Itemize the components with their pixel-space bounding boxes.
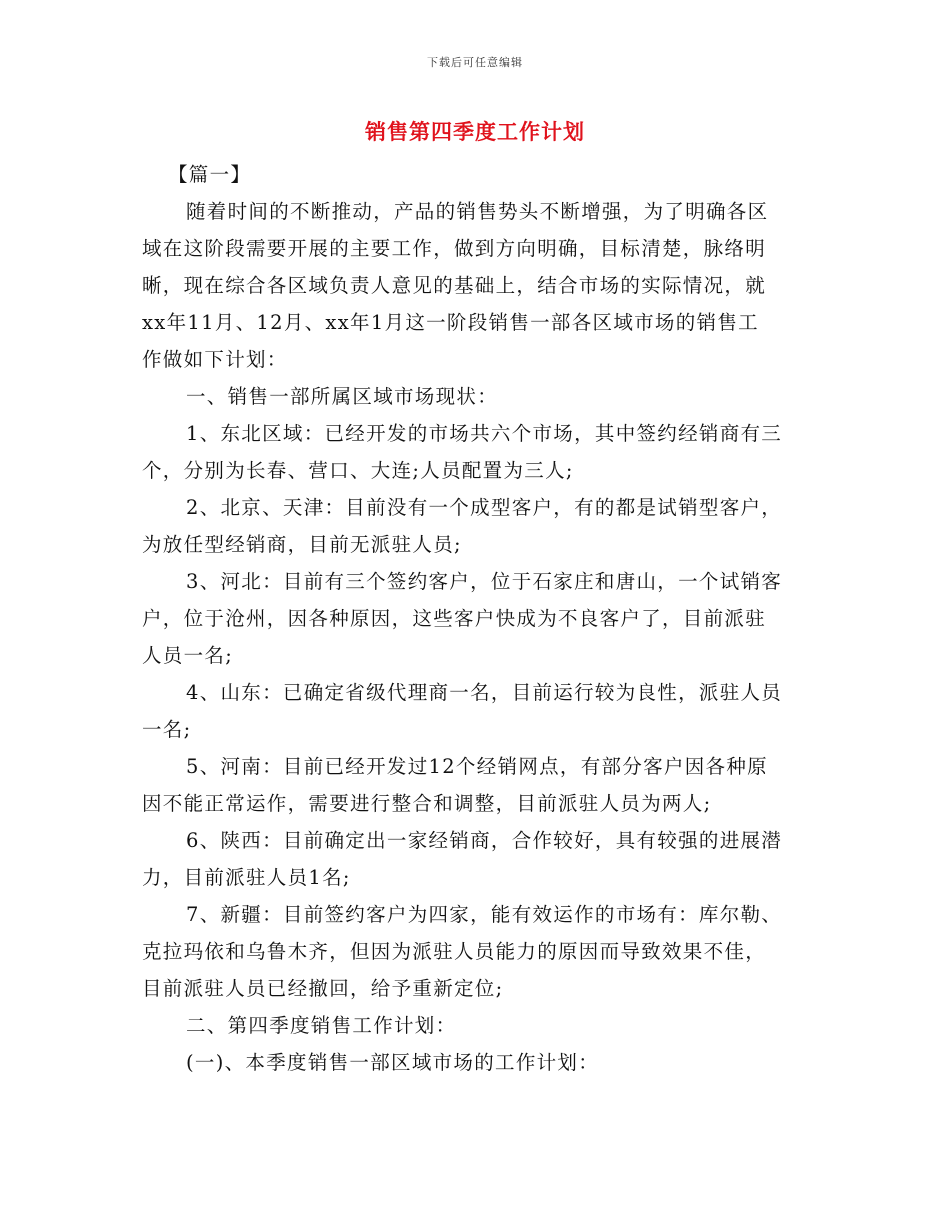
heading-line: 一、销售一部所属区域市场现状：	[186, 385, 499, 408]
paragraph-line: 晰，现在综合各区域负责人意见的基础上，结合市场的实际情况，就	[142, 274, 767, 297]
header-note: 下载后可任意编辑	[427, 56, 523, 69]
paragraph-line: 7、新疆：目前签约客户为四家，能有效运作的市场有：库尔勒、	[186, 903, 783, 926]
paragraph-line: 户，位于沧州，因各种原因，这些客户快成为不良客户了，目前派驻	[142, 607, 767, 630]
document-body	[142, 156, 810, 1081]
paragraph-line: 3、河北：目前有三个签约客户，位于石家庄和唐山，一个试销客	[186, 570, 783, 593]
paragraph-line: 克拉玛依和乌鲁木齐，但因为派驻人员能力的原因而导致效果不佳，	[142, 940, 767, 963]
paragraph-line: 1、东北区域：已经开发的市场共六个市场，其中签约经销商有三	[186, 422, 783, 445]
paragraph-line: xx年11月、12月、xx年1月这一阶段销售一部各区域市场的销售工	[142, 311, 759, 334]
paragraph-line: 5、河南：目前已经开发过12个经销网点，有部分客户因各种原	[186, 755, 768, 778]
heading-line: (一)、本季度销售一部区域市场的工作计划：	[186, 1051, 600, 1074]
document-title: 销售第四季度工作计划	[365, 119, 585, 144]
paragraph-line: 力，目前派驻人员1名;	[142, 866, 351, 889]
paragraph-line: 一名;	[142, 718, 192, 741]
section-label: 【篇一】	[168, 163, 252, 186]
paragraph-line: 人员一名;	[142, 644, 234, 667]
paragraph-line: 2、北京、天津：目前没有一个成型客户，有的都是试销型客户，	[186, 496, 783, 519]
paragraph-line: 作做如下计划：	[142, 348, 288, 371]
paragraph-line: 为放任型经销商，目前无派驻人员;	[142, 533, 462, 556]
paragraph-line: 个，分别为长春、营口、大连;人员配置为三人;	[142, 459, 574, 482]
paragraph-line: 4、山东：已确定省级代理商一名，目前运行较为良性，派驻人员	[186, 681, 783, 704]
paragraph-line: 因不能正常运作，需要进行整合和调整，目前派驻人员为两人;	[142, 792, 712, 815]
paragraph-line: 6、陕西：目前确定出一家经销商，合作较好，具有较强的进展潜	[186, 829, 783, 852]
paragraph-line: 目前派驻人员已经撤回，给予重新定位;	[142, 977, 504, 1000]
heading-line: 二、第四季度销售工作计划：	[186, 1014, 457, 1037]
paragraph-line: 域在这阶段需要开展的主要工作，做到方向明确，目标清楚，脉络明	[142, 237, 767, 260]
paragraph-line: 随着时间的不断推动，产品的销售势头不断增强，为了明确各区	[186, 200, 769, 223]
